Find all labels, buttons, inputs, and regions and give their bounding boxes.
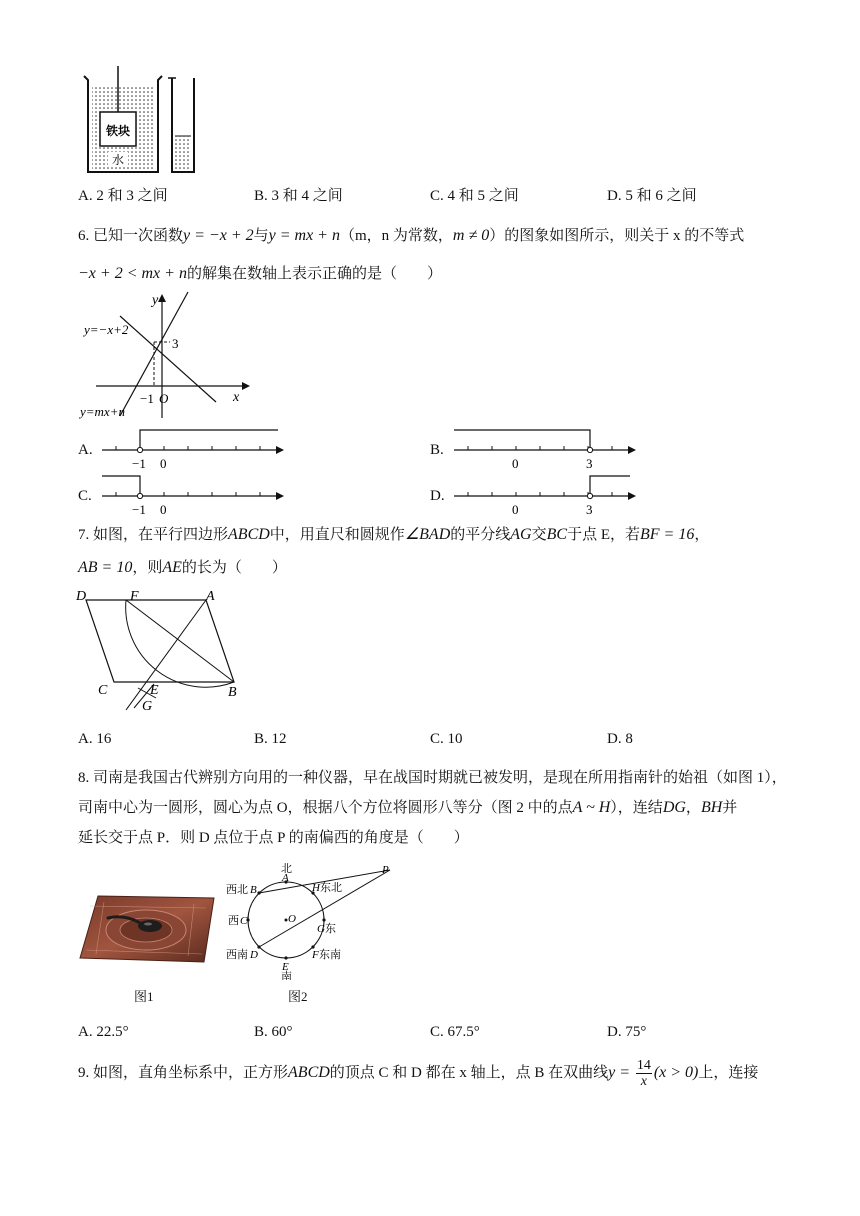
q6-line2: −x + 2 < mx + n的解集在数轴上表示正确的是（ ） bbox=[78, 265, 442, 282]
q6-option-d-numberline[interactable] bbox=[452, 470, 642, 520]
svg-text:x: x bbox=[233, 390, 240, 405]
svg-text:P: P bbox=[382, 864, 389, 876]
q7-line2: AB = 10，则AE的长为（ ） bbox=[78, 559, 287, 576]
iron-block-label: 铁块 bbox=[105, 124, 131, 138]
q7-option-d[interactable]: D. 8 bbox=[607, 731, 633, 747]
q6-option-b-numberline[interactable] bbox=[452, 424, 642, 474]
q5-option-c[interactable]: C. 4 和 5 之间 bbox=[430, 188, 519, 204]
q7-option-c[interactable]: C. 10 bbox=[430, 731, 463, 747]
q6-option-a-label[interactable]: A. bbox=[78, 442, 93, 458]
q8-line3: 延长交于点 P．则 D 点位于点 P 的南偏西的角度是（ ） bbox=[78, 830, 469, 846]
fig2-caption: 图2 bbox=[288, 989, 308, 1004]
svg-text:−1: −1 bbox=[132, 502, 146, 517]
q6-option-d-label[interactable]: D. bbox=[430, 488, 445, 504]
svg-text:H: H bbox=[312, 882, 320, 894]
svg-text:东北: 东北 bbox=[320, 882, 342, 894]
water-label: 水 bbox=[111, 153, 125, 167]
svg-text:3: 3 bbox=[172, 336, 179, 351]
beaker-figure bbox=[78, 66, 208, 178]
q8-line1: 8. 司南是我国古代辨别方向用的一种仪器，早在战国时期就已被发明，是现在所用指南针的始祖（如图 1）， bbox=[78, 770, 787, 786]
q7-figure bbox=[76, 586, 256, 716]
q5-option-a[interactable]: A. 2 和 3 之间 bbox=[78, 188, 168, 204]
fig1-caption: 图1 bbox=[134, 989, 154, 1004]
svg-text:y=mx+n: y=mx+n bbox=[80, 404, 125, 419]
svg-text:G: G bbox=[142, 699, 153, 714]
svg-text:A: A bbox=[206, 589, 215, 604]
svg-text:0: 0 bbox=[512, 456, 519, 471]
sinan-compass-image bbox=[78, 892, 216, 966]
q6-option-c-label[interactable]: C. bbox=[78, 488, 92, 504]
q9-line1: 9. 如图，直角坐标系中，正方形ABCD的顶点 C 和 D 都在 x 轴上，点 B 在双曲线y = $\frac{14}{x}$ (x > 0)上，连接 bbox=[78, 1058, 759, 1089]
svg-text:y: y bbox=[152, 293, 159, 308]
svg-text:3: 3 bbox=[586, 502, 593, 517]
q7-line1: 7. 如图，在平行四边形ABCD中，用直尺和圆规作∠BAD的平分线AG交BC于点 E，若BF = 16， bbox=[78, 526, 710, 543]
q8-option-a[interactable]: A. 22.5° bbox=[78, 1024, 129, 1040]
svg-text:西: 西 bbox=[228, 915, 239, 927]
svg-text:0: 0 bbox=[512, 502, 519, 517]
svg-text:C: C bbox=[98, 683, 108, 698]
svg-text:−1: −1 bbox=[132, 456, 146, 471]
q6-option-c-numberline[interactable] bbox=[100, 470, 290, 520]
svg-text:D: D bbox=[250, 949, 258, 961]
svg-text:北: 北 bbox=[281, 863, 292, 875]
svg-text:B: B bbox=[250, 884, 257, 896]
svg-text:南: 南 bbox=[281, 971, 292, 980]
svg-text:F: F bbox=[312, 949, 319, 961]
q7-option-a[interactable]: A. 16 bbox=[78, 731, 112, 747]
svg-text:A: A bbox=[282, 872, 289, 884]
q6-option-a-numberline[interactable] bbox=[100, 424, 290, 474]
svg-text:0: 0 bbox=[160, 502, 167, 517]
svg-text:y=−x+2: y=−x+2 bbox=[84, 322, 129, 337]
svg-text:西北: 西北 bbox=[226, 884, 248, 896]
q6-option-b-label[interactable]: B. bbox=[430, 442, 444, 458]
q5-option-b[interactable]: B. 3 和 4 之间 bbox=[254, 188, 343, 204]
q8-option-c[interactable]: C. 67.5° bbox=[430, 1024, 480, 1040]
svg-text:−1: −1 bbox=[140, 391, 154, 406]
q6-line1: 6. 已知一次函数y = −x + 2与y = mx + n（m，n 为常数，m ≠ 0）的图象如图所示，则关于 x 的不等式 bbox=[78, 227, 745, 244]
svg-text:D: D bbox=[76, 589, 87, 604]
svg-text:O: O bbox=[159, 391, 169, 406]
svg-text:3: 3 bbox=[586, 456, 593, 471]
q7-option-b[interactable]: B. 12 bbox=[254, 731, 287, 747]
q5-option-d[interactable]: D. 5 和 6 之间 bbox=[607, 188, 697, 204]
q8-option-d[interactable]: D. 75° bbox=[607, 1024, 647, 1040]
q8-line2: 司南中心为一圆形，圆心为点 O，根据八个方位将圆形八等分（图 2 中的点A ~ H），连结DG，BH并 bbox=[78, 799, 738, 816]
q8-option-b[interactable]: B. 60° bbox=[254, 1024, 293, 1040]
svg-text:西南: 西南 bbox=[226, 949, 248, 961]
q8-figure2 bbox=[220, 860, 410, 980]
svg-text:0: 0 bbox=[160, 456, 167, 471]
svg-text:B: B bbox=[228, 685, 237, 700]
q9-fraction: $\frac{14}{x}$ bbox=[636, 1058, 651, 1089]
svg-text:E: E bbox=[282, 961, 289, 973]
svg-text:东南: 东南 bbox=[319, 949, 341, 961]
svg-text:F: F bbox=[130, 589, 139, 604]
svg-text:C: C bbox=[240, 915, 248, 927]
svg-text:东: 东 bbox=[325, 923, 336, 935]
svg-text:E: E bbox=[150, 683, 159, 698]
svg-text:O: O bbox=[288, 913, 296, 925]
q6-graph bbox=[78, 290, 258, 422]
svg-text:G: G bbox=[317, 923, 325, 935]
